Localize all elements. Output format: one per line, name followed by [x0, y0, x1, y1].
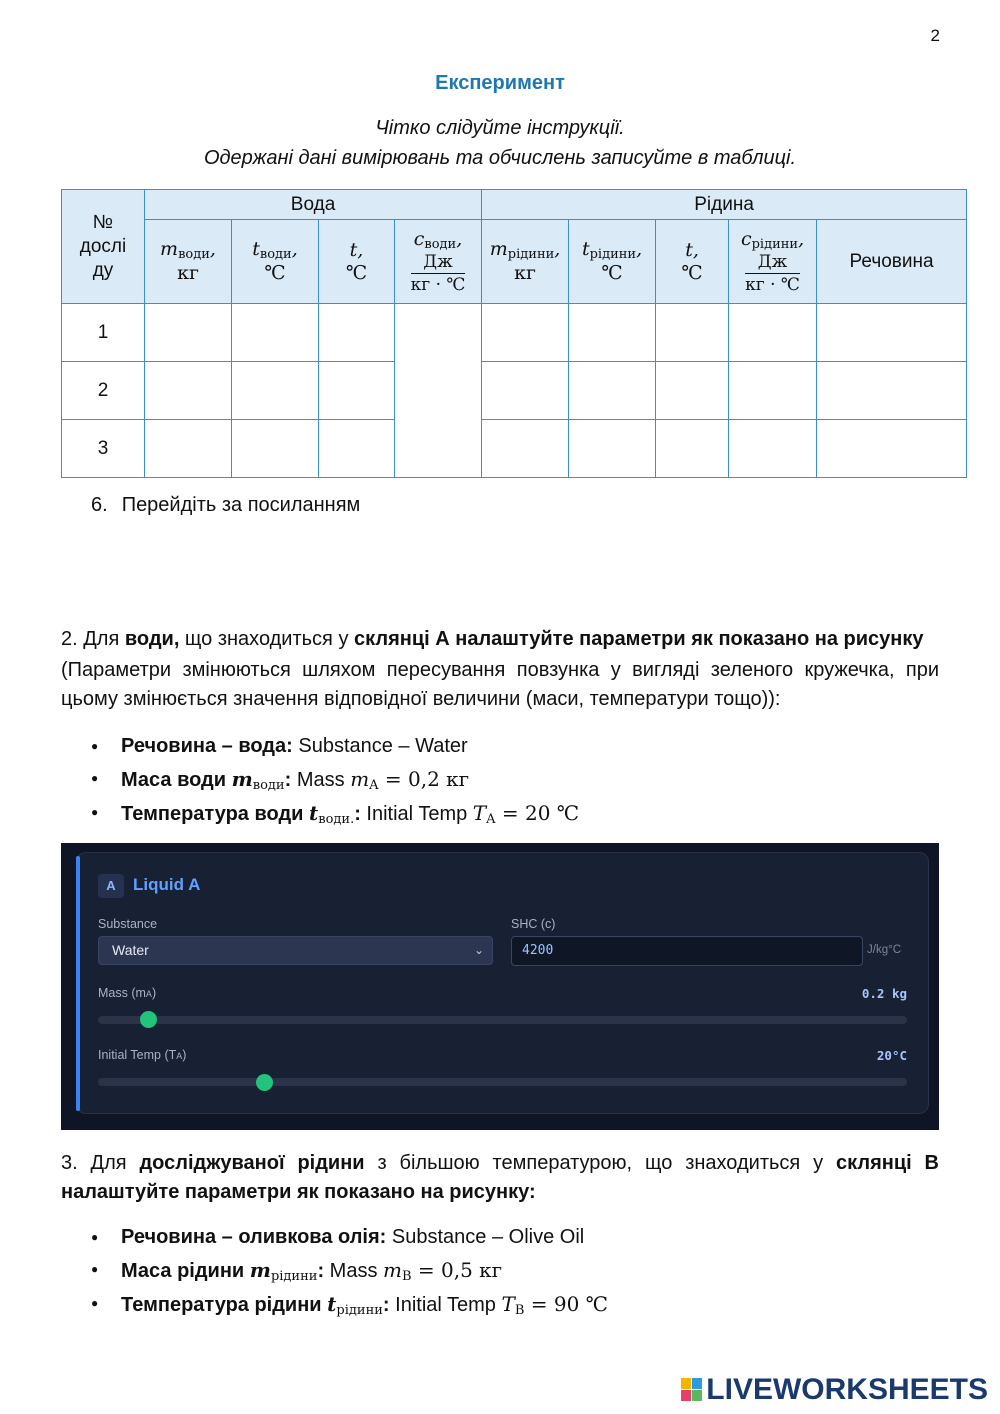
cell-substance[interactable] [817, 420, 967, 478]
temp-slider-track[interactable] [98, 1078, 907, 1086]
mass-value: 0.2 kg [861, 986, 907, 1001]
header-experiment-no: № дослі ду [62, 190, 145, 304]
cell-t-liquid[interactable] [569, 420, 656, 478]
cell-m-water[interactable] [145, 420, 232, 478]
row-number: 2 [62, 362, 145, 420]
cell-m-water[interactable] [145, 304, 232, 362]
card-accent-bar [76, 856, 80, 1111]
cell-t-2[interactable] [656, 304, 729, 362]
header-t-2: t, ℃ [656, 220, 729, 304]
instruction-line-1: Чітко слідуйте інструкції. [375, 117, 625, 139]
cell-c-water[interactable] [395, 304, 482, 478]
substance-label: Substance [98, 917, 158, 931]
cell-t-water[interactable] [232, 420, 319, 478]
row-number: 3 [62, 420, 145, 478]
table-row [62, 304, 967, 362]
step-6: 6. Перейдіть за посиланням [91, 494, 361, 516]
header-m-water: $m_{води}$, кг [145, 220, 232, 304]
cell-t-water[interactable] [232, 304, 319, 362]
logo-icon [681, 1378, 703, 1402]
bullet-mass-water: ● Маса води $m_{води}$: Mass $m_A = 0,2$ кг [91, 767, 469, 793]
table-row [62, 362, 967, 420]
header-c-liquid: $c_{рідини}$, $\frac{Дж}{кг \cdot ℃}$ [729, 220, 817, 304]
cell-t-water[interactable] [232, 362, 319, 420]
temp-value: 20°C [876, 1048, 907, 1063]
bullet-substance-oil: ● Речовина – оливкова олія: Substance – Olive Oil [91, 1226, 584, 1249]
cell-m-liquid[interactable] [482, 420, 569, 478]
mass-slider-track[interactable] [98, 1016, 907, 1024]
cell-c-liquid[interactable] [729, 420, 817, 478]
chevron-down-icon: ⌄ [473, 943, 484, 957]
shc-input[interactable]: 4200 [511, 936, 863, 966]
cell-t-liquid[interactable] [569, 304, 656, 362]
section-title: Експеримент [435, 72, 565, 94]
cell-m-liquid[interactable] [482, 362, 569, 420]
bullet-mass-liquid: ● Маса рідини $m_{рідини}$: Mass $m_B = 0,5$ кг [91, 1258, 502, 1284]
cell-m-water[interactable] [145, 362, 232, 420]
shc-unit: J/kg°C [867, 944, 901, 956]
header-liquid-group: Рідина [482, 190, 967, 220]
header-substance: Речовина [817, 220, 967, 304]
header-m-liquid: $m_{рідини}$, кг [482, 220, 569, 304]
table-row [62, 420, 967, 478]
cell-c-liquid[interactable] [729, 304, 817, 362]
header-t-liquid: $t_{рідини}$, ℃ [569, 220, 656, 304]
header-water-group: Вода [145, 190, 482, 220]
page-number: 2 [930, 26, 940, 45]
header-t-water: $t_{води}$, ℃ [232, 220, 319, 304]
liveworksheets-logo: LIVEWORKSHEETS [681, 1373, 988, 1407]
cell-t-2[interactable] [656, 362, 729, 420]
instruction-line-2: Одержані дані вимірювань та обчислень записуйте в таблиці. [203, 147, 797, 169]
cell-t[interactable] [319, 362, 395, 420]
section-2-description: (Параметри змінюються шляхом пересування повзунка у вигляді зеленого кружечка, при цьому змінюється значення відповідної величини (маси, температури тощо)): [61, 659, 939, 710]
liquid-badge: A [98, 874, 124, 898]
row-number: 1 [62, 304, 145, 362]
card-title: Liquid A [133, 875, 201, 894]
cell-c-liquid[interactable] [729, 362, 817, 420]
mass-slider-knob[interactable] [140, 1011, 157, 1028]
bullet-temp-liquid: ● Температура рідини $t_{рідини}$: Initial Temp $T_B = 90$ ℃ [91, 1292, 608, 1318]
header-c-water: $c_{води}$, $\frac{Дж}{кг \cdot ℃}$ [395, 220, 482, 304]
cell-substance[interactable] [817, 304, 967, 362]
section-3-heading: 3. Для досліджуваної рідини з більшою температурою, що знаходиться у склянці В налаштуйте параметри як показано на рисунку: [61, 1152, 940, 1203]
cell-t-liquid[interactable] [569, 362, 656, 420]
step-6-link-text: Перейдіть за посиланням [121, 494, 361, 516]
mass-label: Mass (mA) [98, 986, 157, 1000]
header-t: t, ℃ [319, 220, 395, 304]
bullet-substance-water: ● Речовина – вода: Substance – Water [91, 735, 468, 758]
substance-select[interactable] [98, 936, 493, 965]
shc-label: SHC (c) [511, 917, 556, 931]
temp-label: Initial Temp (TA) [98, 1048, 187, 1062]
bullet-temp-water: ● Температура води $t_{води.}$: Initial Temp $T_A = 20$ ℃ [91, 801, 579, 827]
substance-value: Water [112, 942, 149, 958]
results-table [61, 189, 967, 478]
section-2-heading: 2. Для води, що знаходиться у склянці А налаштуйте параметри як показано на рисунку [61, 628, 924, 650]
cell-m-liquid[interactable] [482, 304, 569, 362]
liquid-a-card [76, 852, 929, 1114]
temp-slider-knob[interactable] [256, 1074, 273, 1091]
cell-substance[interactable] [817, 362, 967, 420]
cell-t[interactable] [319, 304, 395, 362]
cell-t[interactable] [319, 420, 395, 478]
cell-t-2[interactable] [656, 420, 729, 478]
